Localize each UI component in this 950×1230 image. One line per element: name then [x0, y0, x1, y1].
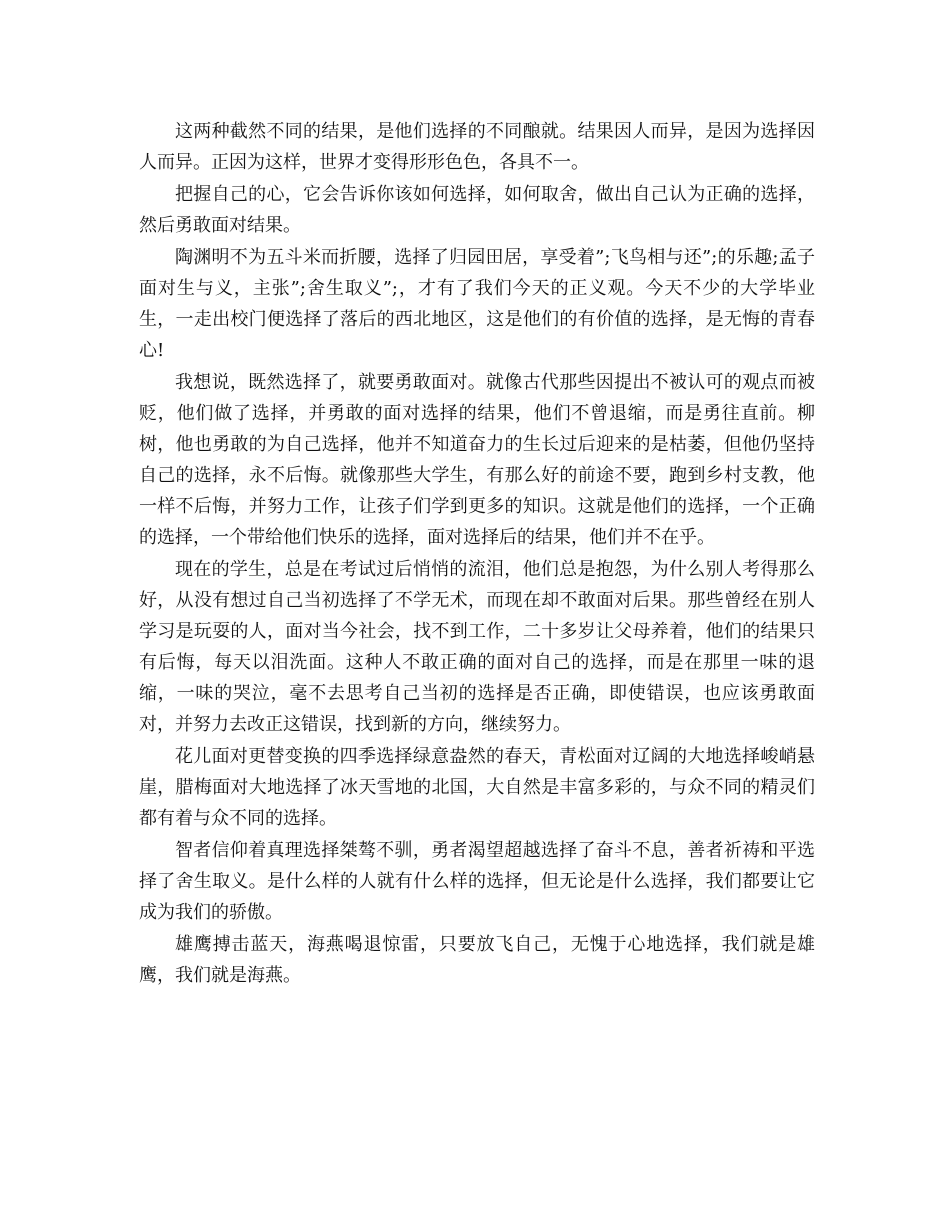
paragraph-4: 我想说，既然选择了，就要勇敢面对。就像古代那些因提出不被认可的观点而被贬，他们做了选择，并勇敢的面对选择的结果，他们不曾退缩，而是勇往直前。柳树，他也勇敢的为自己选择，他并不知道奋力的生长过后迎来的是枯萎，但他仍坚持自己的选择，永不后悔。就像那些大学生，有那么好的前途不要，跑到乡村支教，他一样不后悔，并努力工作，让孩子们学到更多的知识。这就是他们的选择，一个正确的选择，一个带给他们快乐的选择，面对选择后的结果，他们并不在乎。 — [139, 372, 815, 548]
paragraph-8: 雄鹰搏击蓝天，海燕喝退惊雷，只要放飞自己，无愧于心地选择，我们就是雄鹰，我们就是海燕。 — [139, 934, 815, 986]
paragraph-7: 智者信仰着真理选择桀骜不驯，勇者渴望超越选择了奋斗不息，善者祈祷和平选择了舍生取义。是什么样的人就有什么样的选择，但无论是什么选择，我们都要让它成为我们的骄傲。 — [139, 840, 815, 923]
paragraph-1: 这两种截然不同的结果，是他们选择的不同酿就。结果因人而异，是因为选择因人而异。正因为这样，世界才变得形形色色，各具不一。 — [139, 121, 815, 173]
paragraph-5: 现在的学生，总是在考试过后悄悄的流泪，他们总是抱怨，为什么别人考得那么好，从没有想过自己当初选择了不学无术，而现在却不敢面对后果。那些曾经在别人学习是玩耍的人，面对当今社会，找不到工作，二十多岁让父母养着，他们的结果只有后悔，每天以泪洗面。这种人不敢正确的面对自己的选择，而是在那里一味的退缩，一味的哭泣，毫不去思考自己当初的选择是否正确，即使错误，也应该勇敢面对，并努力去改正这错误，找到新的方向，继续努力。 — [139, 559, 815, 735]
paragraph-2: 把握自己的心，它会告诉你该如何选择，如何取舍，做出自己认为正确的选择，然后勇敢面对结果。 — [139, 184, 815, 236]
document-body — [139, 116, 815, 991]
paragraph-6: 花儿面对更替变换的四季选择绿意盎然的春天，青松面对辽阔的大地选择峻峭悬崖，腊梅面对大地选择了冰天雪地的北国，大自然是丰富多彩的，与众不同的精灵们都有着与众不同的选择。 — [139, 746, 815, 829]
paragraph-3: 陶渊明不为五斗米而折腰，选择了归园田居，享受着”;飞鸟相与还”;的乐趣;孟子面对生与义，主张”;舍生取义”;，才有了我们今天的正义观。今天不少的大学毕业生，一走出校门便选择了落后的西北地区，这是他们的有价值的选择，是无悔的青春心! — [139, 247, 815, 361]
